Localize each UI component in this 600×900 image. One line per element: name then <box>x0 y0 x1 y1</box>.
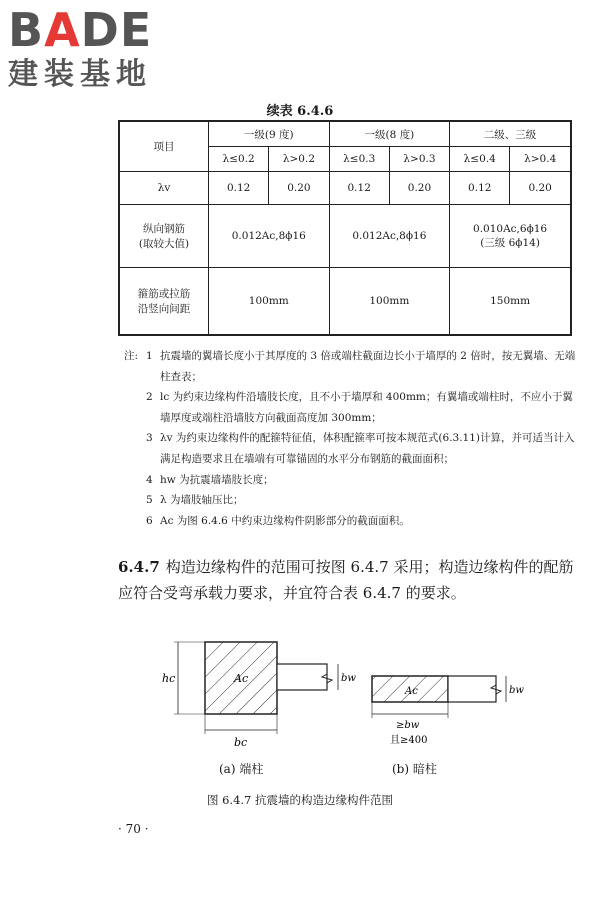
subheader: λ≤0.4 <box>450 147 510 172</box>
figure-6-4-7 <box>150 630 530 760</box>
note-item: 6 Ac 为图 6.4.6 中约束边缘构件阴影部分的截面面积。 <box>146 514 410 527</box>
logo-subtitle: 建装基地 <box>8 57 152 92</box>
spec-table <box>118 120 572 336</box>
table-cell: 0.010Ac,6ϕ16 (三级 6ϕ14) <box>450 205 571 268</box>
diagram-end-column <box>162 642 356 749</box>
table-cell: 150mm <box>450 268 571 336</box>
table-cell: 0.012Ac,8ϕ16 <box>329 205 450 268</box>
table-cell: 100mm <box>209 268 330 336</box>
subheader: λ>0.3 <box>389 147 449 172</box>
header-group: 一级(8 度) <box>329 121 450 147</box>
section-6-4-7: 6.4.7 构造边缘构件的范围可按图 6.4.7 采用；构造边缘构件的配筋应符合受弯承载力要求，并宜符合表 6.4.7 的要求。 <box>118 558 574 602</box>
header-group: 二级、三级 <box>450 121 571 147</box>
row-label: 纵向钢筋 (取较大值) <box>119 205 209 268</box>
row-label: 箍筋或拉筋 沿竖向间距 <box>119 268 209 336</box>
label-ac-b: Ac <box>405 686 418 697</box>
table-row <box>119 268 571 336</box>
label-ge-bw: ≥bw <box>396 720 420 731</box>
header-item: 项目 <box>119 121 209 172</box>
table-row <box>119 172 571 205</box>
subheader: λ>0.2 <box>269 147 329 172</box>
table-cell: 0.12 <box>329 172 389 205</box>
diagram-hidden-column <box>372 676 524 746</box>
row-label: λv <box>119 172 209 205</box>
table-cell: 0.20 <box>389 172 449 205</box>
figure-caption: 图 6.4.7 抗震墙的构造边缘构件范围 <box>206 793 394 807</box>
logo-wordmark: BADE <box>8 3 153 57</box>
subheader: λ>0.4 <box>510 147 571 172</box>
label-bw-b: bw <box>509 685 524 696</box>
page-number: · 70 · <box>118 822 149 836</box>
subheader: λ≤0.3 <box>329 147 389 172</box>
table-cell: 0.20 <box>269 172 329 205</box>
caption-a: (a) 端柱 <box>219 762 264 776</box>
note-item: 3 λv 为约束边缘构件的配箍特征值，体积配箍率可按本规范式(6.3.11)计算，并可适当计入满足构造要求且在墙端有可靠锚固的水平分布钢筋的截面面积； <box>146 432 575 465</box>
label-hc: hc <box>162 672 176 685</box>
label-bc: bc <box>234 736 248 749</box>
note-item: 2 lc 为约束边缘构件沿墙肢长度，且不小于墙厚和 400mm；有翼墙或端柱时，不应小于翼墙厚度或端柱沿墙肢方向截面高度加 300mm； <box>146 391 573 424</box>
note-item: 注: 1 抗震墙的翼墙长度小于其厚度的 3 倍或端柱截面边长小于墙厚的 2 倍时，按无翼墙、无端柱查表； <box>124 350 576 383</box>
table-cell: 0.12 <box>450 172 510 205</box>
note-item: 4 hw 为抗震墙墙肢长度； <box>146 473 274 486</box>
label-bw: bw <box>341 673 356 684</box>
caption-b: (b) 暗柱 <box>392 762 437 776</box>
table-title: 续表 6.4.6 <box>266 104 334 119</box>
table-row <box>119 205 571 268</box>
table-cell: 0.012Ac,8ϕ16 <box>209 205 330 268</box>
label-ac: Ac <box>234 672 249 685</box>
table-notes <box>124 346 576 531</box>
note-item: 5 λ 为墙肢轴压比； <box>146 494 244 507</box>
label-ge-400: 且≥400 <box>390 735 428 746</box>
subheader: λ≤0.2 <box>209 147 269 172</box>
table-cell: 0.20 <box>510 172 571 205</box>
table-cell: 100mm <box>329 268 450 336</box>
header-group: 一级(9 度) <box>209 121 330 147</box>
table-cell: 0.12 <box>209 172 269 205</box>
